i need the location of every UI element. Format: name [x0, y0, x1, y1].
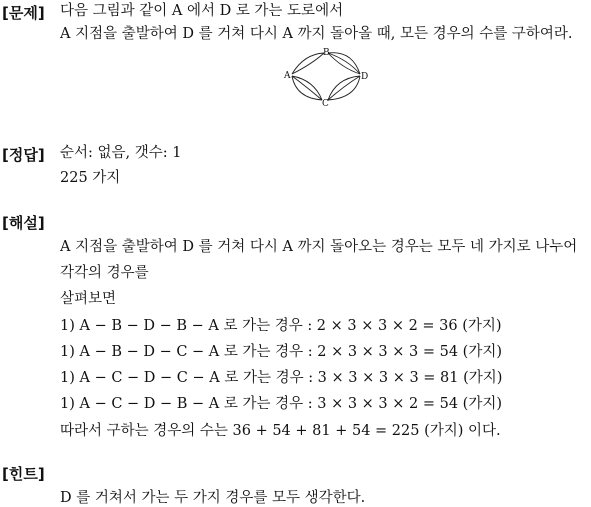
- explanation-line: 각각의 경우를: [60, 265, 149, 281]
- explanation-line: A 지점을 출발하여 D 를 거쳐 다시 A 까지 돌아오는 경우는 모두 네 가지로 나누어: [60, 239, 578, 255]
- answer-meta: 순서: 없음, 갯수: 1: [60, 145, 182, 161]
- explanation-label: [해설]: [2, 214, 45, 232]
- hint-text: D 를 거쳐서 가는 두 가지 경우를 모두 생각한다.: [60, 490, 366, 506]
- node-b-label: B: [323, 48, 330, 58]
- hint-label: [힌트]: [2, 465, 45, 483]
- explanation-case-4: 1) A − C − D − B − A 로 가는 경우 : 3 × 3 × 3 × 2 = 54 (가지): [60, 396, 503, 412]
- problem-label: [문제]: [2, 4, 45, 22]
- answer-value: 225 가지: [60, 170, 121, 186]
- answer-label: [정답]: [2, 146, 45, 164]
- node-a-label: A: [284, 71, 291, 81]
- road-diagram: [282, 46, 372, 108]
- explanation-line: 살펴보면: [60, 291, 117, 307]
- explanation-conclusion: 따라서 구하는 경우의 수는 36 + 54 + 81 + 54 = 225 (가지) 이다.: [60, 423, 501, 439]
- problem-text-line-1: 다음 그림과 같이 A 에서 D 로 가는 도로에서: [60, 3, 344, 19]
- node-d-label: D: [361, 72, 369, 82]
- explanation-case-2: 1) A − B − D − C − A 로 가는 경우 : 2 × 3 × 3 × 3 = 54 (가지): [60, 344, 503, 360]
- explanation-case-3: 1) A − C − D − C − A 로 가는 경우 : 3 × 3 × 3 × 3 = 81 (가지): [60, 370, 503, 386]
- problem-text-line-2: A 지점을 출발하여 D 를 거쳐 다시 A 까지 돌아올 때, 모든 경우의 수를 구하여라.: [60, 26, 573, 42]
- node-c-label: C: [322, 99, 329, 108]
- explanation-case-1: 1) A − B − D − B − A 로 가는 경우 : 2 × 3 × 3 × 2 = 36 (가지): [60, 318, 502, 334]
